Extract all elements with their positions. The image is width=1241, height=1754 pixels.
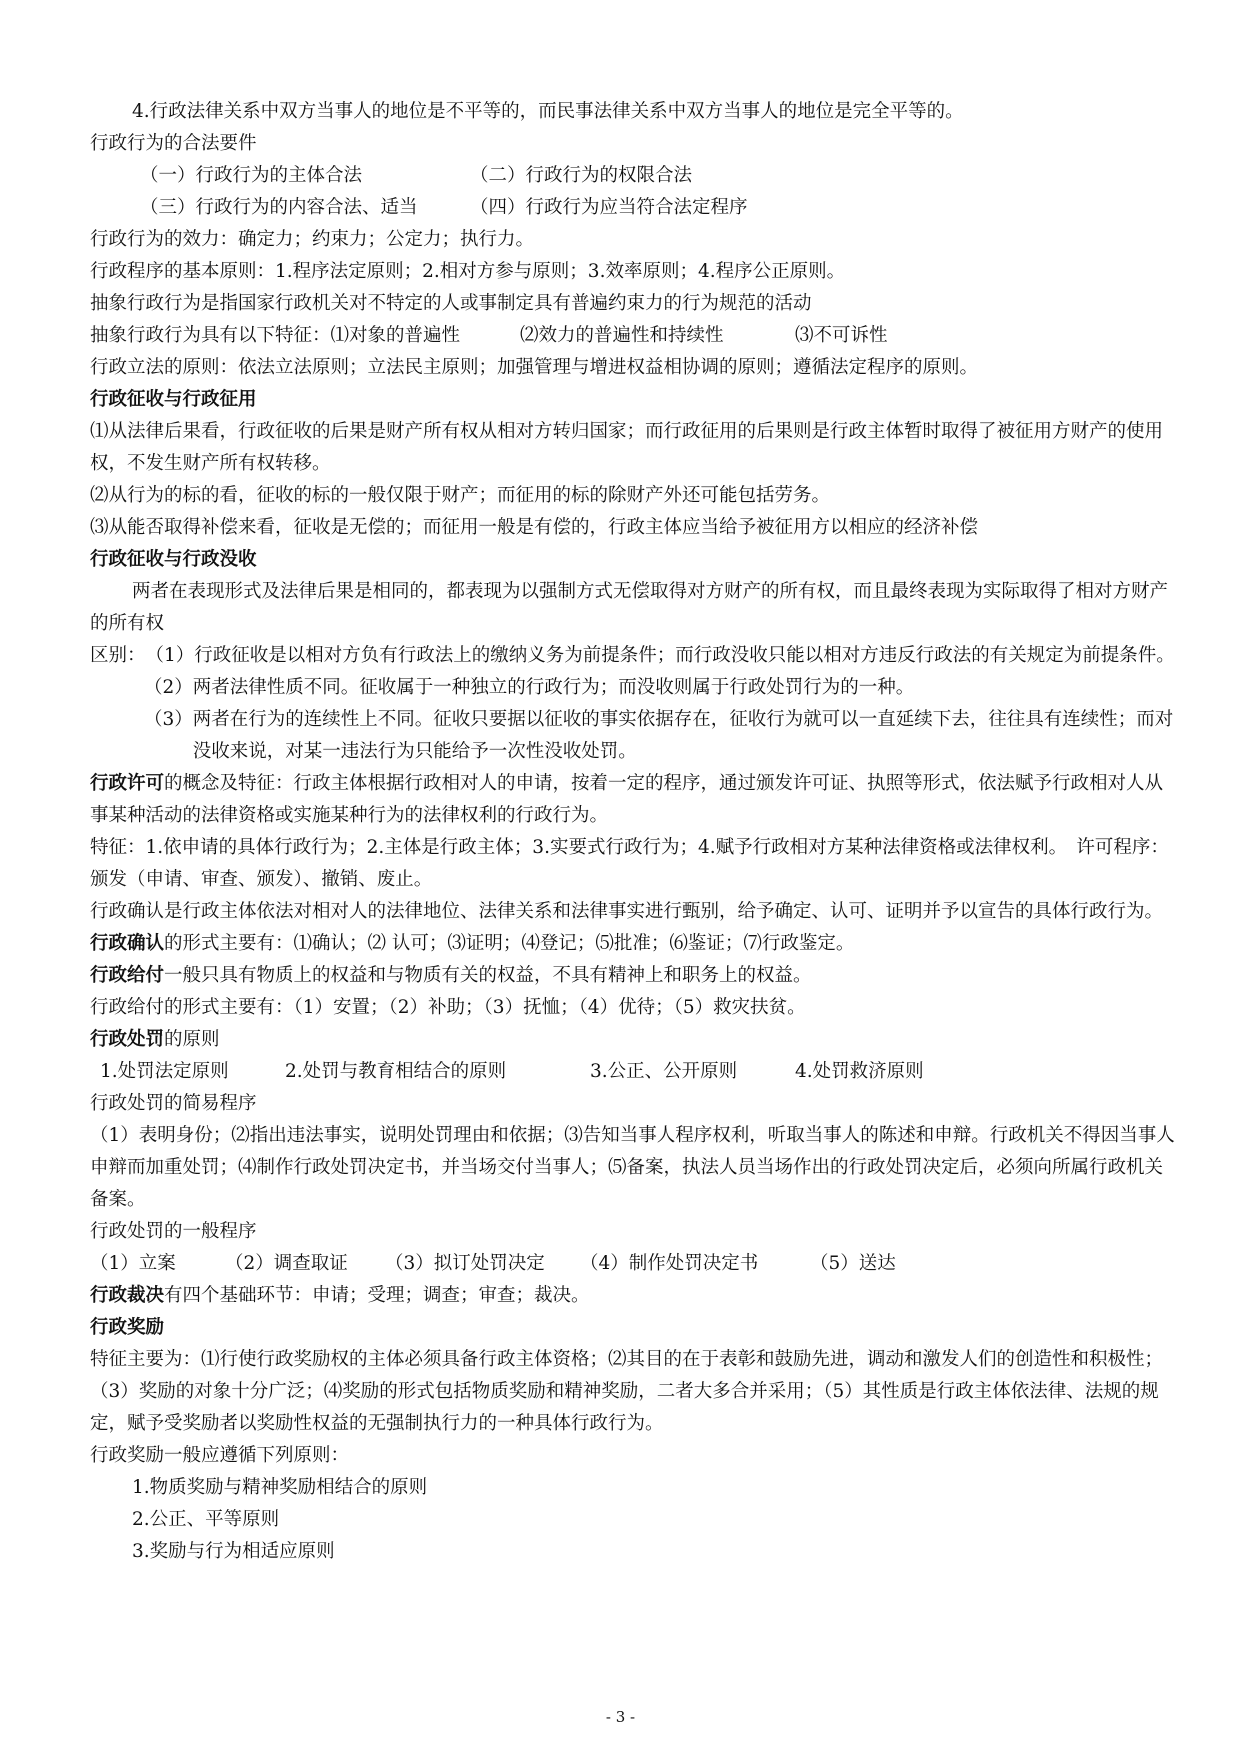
paragraph: 两者在表现形式及法律后果是相同的，都表现为以强制方式无偿取得对方财产的所有权，而且最终表现为实际取得了相对方财产的所有权 — [90, 581, 1169, 634]
list-item: ⑵效力的普遍性和持续性 — [520, 325, 724, 346]
paragraph — [90, 768, 1175, 832]
list-item: （4）制作处罚决定书 — [580, 1253, 759, 1274]
list-item: （四）行政行为应当符合法定程序 — [470, 197, 748, 218]
paragraph-text: 一般只具有物质上的权益和与物质有关的权益，不具有精神上和职务上的权益。 — [164, 965, 812, 986]
list-item: （一）行政行为的主体合法 — [140, 165, 363, 186]
list-item: 1.物质奖励与精神奖励相结合的原则 — [132, 1477, 428, 1498]
text-line — [90, 1248, 1175, 1280]
text-line: ⑵从行为的标的看，征收的标的一般仅限于财产；而征用的标的除财产外还可能包括劳务。 — [90, 485, 831, 506]
section-heading: 行政征收与行政没收 — [90, 549, 257, 570]
paragraph: 特征主要为：⑴行使行政奖励权的主体必须具备行政主体资格；⑵其目的在于表彰和鼓励先进，调动和激发人们的创造性和积极性；（3）奖励的对象十分广泛；⑷奖励的形式包括物质奖励和精神奖励，二者大多合并采用；（5）其性质是行政主体依法律、法规的规定，赋予受奖励者以奖励性权益的无强制执行力的一种具体行政行为。 — [90, 1349, 1164, 1434]
list-text: 两者法律性质不同。征收属于一种独立的行政行为；而没收则属于行政处罚行为的一种。 — [192, 677, 915, 698]
list-item: 2.公正、平等原则 — [132, 1509, 280, 1530]
list-item: （3）拟订处罚决定 — [385, 1253, 545, 1274]
paragraph: 特征：1.依申请的具体行政行为；2.主体是行政主体；3.实要式行政行为；4.赋予行政相对方某种法律资格或法律权利。 许可程序：颁发（申请、审查、颁发）、撤销、废止。 — [90, 837, 1169, 890]
paragraph-text: 的概念及特征：行政主体根据行政相对人的申请，按着一定的程序，通过颁发许可证、执照等形式，依法赋予行政相对人从事某种活动的法律资格或实施某种行为的法律权利的行政行为。 — [90, 773, 1164, 826]
list-item — [90, 640, 1175, 672]
text-line: 行政给付的形式主要有：（1）安置；（2）补助；（3）抚恤；（4）优待；（5）救灾扶贫。 — [90, 997, 806, 1018]
list-item: （5）送达 — [810, 1253, 896, 1274]
paragraph-text: 的形式主要有：⑴确认；⑵ 认可；⑶证明；⑷登记；⑸批准；⑹鉴证；⑺行政鉴定。 — [164, 933, 855, 954]
text-line — [90, 160, 1175, 192]
inline-term: 行政确认 — [90, 933, 165, 954]
text-line — [90, 320, 1175, 352]
paragraph: ⑴从法律后果看，行政征收的后果是财产所有权从相对方转归国家；而行政征用的后果则是行政主体暂时取得了被征用方财产的使用权，不发生财产所有权转移。 — [90, 421, 1164, 474]
list-item: 抽象行政行为具有以下特征：⑴对象的普遍性 — [90, 325, 461, 346]
list-item — [90, 704, 1175, 768]
list-text: 两者在行为的连续性上不同。征收只要据以征收的事实依据存在，征收行为就可以一直延续下去，往往具有连续性；而对没收来说，对某一违法行为只能给予一次性没收处罚。 — [192, 709, 1174, 762]
paragraph: 行政确认是行政主体依法对相对人的法律地位、法律关系和法律事实进行甄别，给予确定、认可、证明并予以宣告的具体行政行为。 — [90, 901, 1164, 922]
page-number: - 3 - — [605, 1708, 636, 1726]
text-line — [90, 960, 1175, 992]
text-line — [90, 1024, 1175, 1056]
text-line: 行政程序的基本原则：1.程序法定原则；2.相对方参与原则；3.效率原则；4.程序公正原则。 — [90, 261, 846, 282]
text-line: 行政处罚的一般程序 — [90, 1221, 257, 1242]
text-line: 行政立法的原则：依法立法原则；立法民主原则；加强管理与增进权益相协调的原则；遵循法定程序的原则。 — [90, 357, 979, 378]
text-line — [90, 1280, 1175, 1312]
document-page — [90, 96, 1175, 1568]
list-item: 1.处罚法定原则 — [100, 1061, 229, 1082]
list-number: （1） — [145, 645, 195, 666]
list-item: ⑶不可诉性 — [795, 325, 888, 346]
text-line: 行政行为的合法要件 — [90, 133, 257, 154]
text-line — [90, 192, 1175, 224]
list-label: 区别： — [90, 645, 146, 666]
inline-term: 行政处罚 — [90, 1029, 165, 1050]
list-text: 行政征收是以相对方负有行政法上的缴纳义务为前提条件；而行政没收只能以相对方违反行政法的有关规定为前提条件。 — [194, 645, 1175, 666]
text-line: 行政行为的效力：确定力；约束力；公定力；执行力。 — [90, 229, 535, 250]
text-line: 抽象行政行为是指国家行政机关对不特定的人或事制定具有普遍约束力的行为规范的活动 — [90, 293, 812, 314]
list-item: 3.公正、公开原则 — [590, 1061, 738, 1082]
text-line: 4.行政法律关系中双方当事人的地位是不平等的，而民事法律关系中双方当事人的地位是完全平等的。 — [132, 101, 964, 122]
paragraph: （1）表明身份；⑵指出违法事实，说明处罚理由和依据；⑶告知当事人程序权利，听取当事人的陈述和申辩。行政机关不得因当事人申辩而加重处罚；⑷制作行政处罚决定书，并当场交付当事人；⑸备案，执法人员当场作出的行政处罚决定后，必须向所属行政机关备案。 — [90, 1125, 1175, 1210]
list-number: （2） — [144, 677, 193, 698]
list-item — [90, 672, 1175, 704]
text-line: 行政奖励一般应遵循下列原则： — [90, 1445, 350, 1466]
paragraph-text: 的原则 — [164, 1029, 220, 1050]
section-heading: 行政奖励 — [90, 1317, 165, 1338]
text-line: 行政处罚的简易程序 — [90, 1093, 257, 1114]
list-item: 3.奖励与行为相适应原则 — [132, 1541, 335, 1562]
list-item: （二）行政行为的权限合法 — [470, 165, 693, 186]
list-item: （2）调查取证 — [225, 1253, 348, 1274]
text-line: ⑶从能否取得补偿来看，征收是无偿的；而征用一般是有偿的，行政主体应当给予被征用方以相应的经济补偿 — [90, 517, 979, 538]
list-number: （3） — [144, 709, 193, 730]
inline-term: 行政给付 — [90, 965, 165, 986]
section-heading: 行政征收与行政征用 — [90, 389, 257, 410]
text-line — [90, 928, 1175, 960]
list-item: （1）立案 — [90, 1253, 176, 1274]
text-line — [90, 1056, 1175, 1088]
inline-term: 行政许可 — [90, 773, 165, 794]
paragraph-text: 有四个基础环节：申请；受理；调查；审查；裁决。 — [164, 1285, 590, 1306]
list-item: 4.处罚救济原则 — [795, 1061, 924, 1082]
list-item: （三）行政行为的内容合法、适当 — [140, 197, 418, 218]
inline-term: 行政裁决 — [90, 1285, 165, 1306]
list-item: 2.处罚与教育相结合的原则 — [285, 1061, 507, 1082]
